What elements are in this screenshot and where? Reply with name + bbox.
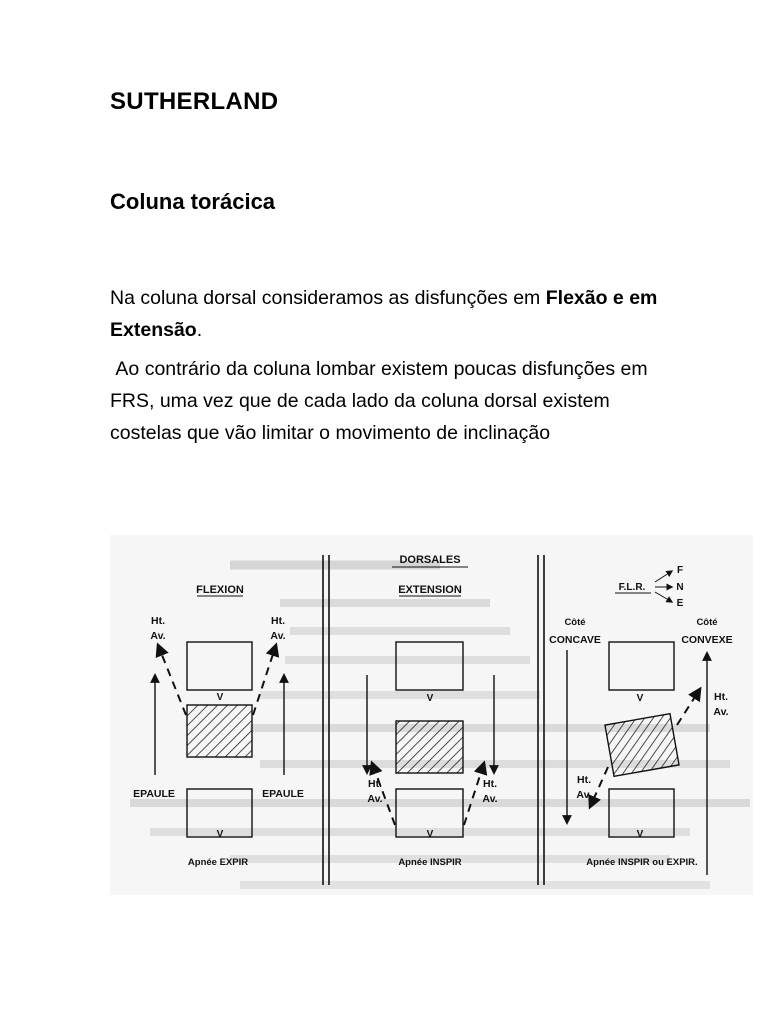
ht-label: Ht. [368,778,382,790]
paragraph-1-bold: Flexão e em Extensão [110,287,658,341]
box-mark: V [216,829,224,840]
av-label: Av. [576,789,592,801]
ht-label: Ht. [483,778,497,790]
spine-diagram-figure [110,535,753,895]
ht-label: Ht. [271,615,285,627]
lateral-caption: Apnée INSPIR ou EXPIR. [586,857,698,868]
box-mark: V [636,829,644,840]
av-label: Av. [713,706,729,718]
extension-caption: Apnée INSPIR [398,857,462,868]
paragraph-1 [110,282,670,346]
vertebra-box-rotated [605,714,679,777]
box-mark: V [216,692,224,703]
vertebra-box-hatched [396,721,463,773]
paragraph-2: Ao contrário da coluna lombar existem poucas disfunções em FRS, uma vez que de cada lado da coluna dorsal existem costelas que vão limitar o movimento de inclinação [110,358,654,444]
epaule-label: EPAULE [262,788,304,800]
f-label: F [676,565,684,576]
flr-label: F.L.R. [618,582,646,593]
section-heading: Coluna torácica [110,189,276,214]
convexe-side-label: CONVEXE [681,634,733,646]
n-label: N [676,582,684,593]
box-mark: V [426,829,434,840]
flexion-title: FLEXION [196,584,244,596]
vertebra-box-hatched [187,705,252,757]
av-label: Av. [482,793,498,805]
convexe-side-label: Côté [696,617,718,628]
ht-label: Ht. [151,615,165,627]
paragraph-1-end: . [196,319,203,341]
e-label: E [676,598,684,609]
figure-header: DORSALES [399,554,461,566]
epaule-label: EPAULE [133,788,175,800]
flexion-caption: Apnée EXPIR [187,857,249,868]
av-label: Av. [367,793,383,805]
concave-side-label: CONCAVE [549,634,601,646]
document-title: SUTHERLAND [110,88,279,115]
av-label: Av. [270,630,286,642]
concave-side-label: Côté [564,617,586,628]
box-mark: V [426,693,434,704]
extension-title: EXTENSION [398,584,462,596]
paragraph-1-text: Na coluna dorsal consideramos as disfunções em [110,287,546,309]
ht-label: Ht. [714,691,728,703]
av-label: Av. [150,630,166,642]
ht-label: Ht. [577,774,591,786]
box-mark: V [636,693,644,704]
